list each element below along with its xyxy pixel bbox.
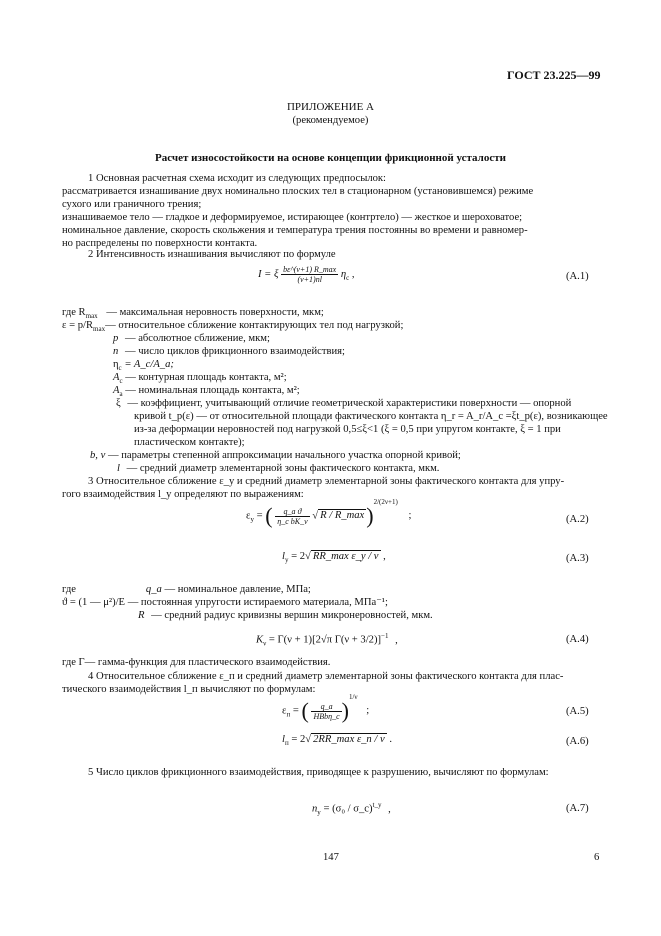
eq-a3-end: , xyxy=(383,551,386,562)
xi-line-1: кривой t_p(ε) — от относительной площади фактического контакта η_r = A_r/A_c =ξt_p(ε), возникающее xyxy=(134,411,608,422)
eq-a2-fraction xyxy=(275,507,309,526)
eq-a2-exp: 2/(2ν+1) xyxy=(373,497,398,506)
where1-sym-6: A xyxy=(113,385,120,396)
eq-a3-lhs: l xyxy=(282,551,285,562)
p1-line-2: рассматривается изнашивание двух номинально плоских тел в стационарном (установившемся) режиме xyxy=(62,186,534,197)
eq-a7-label: (А.7) xyxy=(566,803,589,814)
eq-a3-lhs-sub: y xyxy=(284,556,289,565)
where1-text-7: — коэффициент, учитывающий отличие геометрической характеристики поверхности — опорной xyxy=(127,398,572,409)
where1-text-1: — относительное сближение контактирующих тел под нагрузкой; xyxy=(105,320,404,331)
eq-a7-lhs: n xyxy=(312,803,318,815)
where1b-sym-0: b, ν xyxy=(90,450,106,461)
eq-a4-body: = Γ(ν + 1)[2√π Γ(ν + 3/2)] xyxy=(268,634,382,646)
equation-a6: $l_п = 2√$ 2RR_max ε_п / ν . xyxy=(282,734,392,748)
eq-a5-den: HBbη_c xyxy=(313,711,340,721)
equation-a7 xyxy=(312,801,391,817)
where1-text-2: — абсолютное сближение, мкм; xyxy=(124,333,270,344)
equation-a5: $\varepsilon_п$ = ( $\frac{q\_a}{\text{HBbη\_c}}$ )$^{1/\nu}$ ; xyxy=(282,692,370,723)
appendix-subtitle: (рекомендуемое) xyxy=(292,115,369,126)
p1-line-1: 1 Основная расчетная схема исходит из следующих предпосылок: xyxy=(88,173,387,184)
where1-sub-5: c xyxy=(119,377,123,386)
eq-a7-lhs-sub: y xyxy=(317,808,321,817)
where2-text-0: — номинальное давление, МПа; xyxy=(164,584,311,595)
eq-a1-label: (А.1) xyxy=(566,271,589,282)
equation-a3: $l_y = 2√$ RR_max ε_y / ν , xyxy=(282,551,386,565)
eq-a6-root: 2RR_max ε_п / ν xyxy=(313,734,385,745)
p1-line-3: сухого или граничного трения; xyxy=(62,199,202,210)
where1b-row-0 xyxy=(90,449,461,462)
eq-a5-lhs: ε xyxy=(282,705,287,717)
where1-text-0: — максимальная неровность поверхности, мкм; xyxy=(106,307,324,318)
eq-a5-fraction xyxy=(311,702,341,721)
where1-row-2 xyxy=(113,332,270,345)
eq-a6-label: (А.6) xyxy=(566,736,589,747)
eq-a5-lhs-sub: п xyxy=(286,710,291,719)
eq-a1-den: (ν+1)nl xyxy=(297,275,322,284)
where2-row-1 xyxy=(62,596,388,609)
eq-a7-exp: t_y xyxy=(372,801,382,809)
p4-line-2: тического взаимодействия l_п вычисляют по формулам: xyxy=(62,684,316,695)
where1-text-6: — номинальная площадь контакта, м²; xyxy=(125,385,300,396)
where1-sub-6: a xyxy=(119,390,123,399)
where1-sub-0: max xyxy=(85,312,98,321)
eq-a1-lhs: I = ξ xyxy=(258,268,279,280)
eq-a6-lhs: l xyxy=(282,734,285,745)
eq-a2-lhs: ε xyxy=(246,510,251,522)
doc-code: ГОСТ 23.225—99 xyxy=(507,68,601,82)
paragraph-4 xyxy=(62,670,563,696)
where1-sub-4: c xyxy=(118,364,122,373)
gamma-note: где Γ— гамма-функция для пластического взаимодействия. xyxy=(62,657,331,668)
where2-sym-0: где xyxy=(62,584,76,595)
paragraph-5: 5 Число циклов фрикционного взаимодействия, приводящее к разрушению, вычисляют по формулам: xyxy=(88,767,549,778)
p1-line-6: но распределены по поверхности контакта. xyxy=(62,238,258,249)
equation-a1 xyxy=(258,265,355,284)
eq-a6-body: = 2 xyxy=(291,734,306,745)
eq-a2-num: q_a ϑ xyxy=(275,507,309,517)
p1-line-5: номинальное давление, скорость скольжения и температура трения постоянны во времени и равномер- xyxy=(62,225,528,236)
where2-sym-1: ϑ = (1 — μ²)/E xyxy=(62,597,126,608)
eq-a5-exp: 1/ν xyxy=(348,692,358,701)
where1-text-4: = A_c/A_a; xyxy=(124,359,174,370)
p1-line-4: изнашиваемое тело — гладкое и деформируемое, истирающее (контртело) — жесткое и шероховатое; xyxy=(62,212,523,223)
where1b-row-1 xyxy=(117,462,439,475)
xi-continuation xyxy=(134,410,608,449)
eq-a1-tail-sub: c xyxy=(346,274,350,283)
eq-a5-label: (А.5) xyxy=(566,706,589,717)
p3-line-1: 3 Относительное сближение ε_y и средний диаметр элементарной зоны фактического контакта для упру- xyxy=(88,476,565,487)
where1-sym-7: ξ xyxy=(116,398,121,409)
eq-a3-label: (А.3) xyxy=(566,553,589,564)
eq-a4-label: (А.4) xyxy=(566,634,589,645)
paragraph-2: 2 Интенсивность изнашивания вычисляют по формуле xyxy=(88,249,336,260)
where1-sym-1: ε = p/R xyxy=(62,320,94,331)
where1-sym-4: η xyxy=(113,359,119,370)
paragraph-1 xyxy=(62,172,533,250)
eq-a2-end: ; xyxy=(408,510,412,522)
where2-row-2 xyxy=(138,609,433,622)
where1b-text-1: — средний диаметр элементарной зоны фактического контакта, мкм. xyxy=(126,463,440,474)
eq-a1-tail: η xyxy=(340,268,347,280)
eq-a2-root: R / R_max xyxy=(320,510,365,522)
where1b-sym-1: l xyxy=(117,463,120,474)
eq-a4-exp: −1 xyxy=(381,632,389,640)
eq-a1-num: bε^(ν+1) R_max xyxy=(283,265,337,274)
eq-a7-end: , xyxy=(388,803,391,815)
where1-sub-1: max xyxy=(93,325,106,334)
where1-row-3 xyxy=(113,345,345,358)
paragraph-3 xyxy=(62,475,564,501)
eq-a2-lhs-sub: y xyxy=(250,515,254,524)
eq-a6-end: . xyxy=(389,734,392,745)
eq-a1-end: , xyxy=(351,268,355,280)
eq-a3-body: = 2 xyxy=(291,551,306,562)
xi-line-3: пластическом контакте); xyxy=(134,437,245,448)
eq-a2-label: (А.2) xyxy=(566,514,589,525)
page-number-center: 147 xyxy=(323,852,339,863)
eq-a2-den: η_c bK_ν xyxy=(277,516,308,526)
equation-a2: $\varepsilon_y$ = ( $\frac{\text{q\_a ϑ}}{\text{η\_c bK\_ν}}$ √ R / R_max)$^{2/(2\nu+1)}$ ; xyxy=(246,497,412,528)
where2-text-2: — средний радиус кривизны вершин микронеровностей, мкм. xyxy=(151,610,433,621)
eq-a3-root: RR_max ε_y / ν xyxy=(312,551,379,562)
where2-sym-2: R xyxy=(138,610,145,621)
eq-a1-fraction xyxy=(281,265,338,284)
where1-sym-2: p xyxy=(113,333,119,344)
where1-sym-5: A xyxy=(113,372,120,383)
p3-line-2: гого взаимодействия l_y определяют по выражениям: xyxy=(62,489,304,500)
where2-sym2-0: q_a xyxy=(145,584,162,595)
where2-text-1: — постоянная упругости истираемого материала, МПа⁻¹; xyxy=(127,597,388,608)
eq-a5-end: ; xyxy=(366,705,370,717)
eq-a7-body: = (σ₀ / σ_c) xyxy=(323,803,373,815)
eq-a5-num: q_a xyxy=(311,702,341,712)
where1-row-7 xyxy=(116,397,571,410)
where1-text-3: — число циклов фрикционного взаимодействия; xyxy=(124,346,345,357)
eq-a6-lhs-sub: п xyxy=(284,739,289,748)
xi-line-2: из-за деформации неровностей под нагрузкой 0,5≤ξ<1 (ξ = 0,5 при упругом контакте, ξ = 1 при xyxy=(134,424,561,435)
page-number-right: 6 xyxy=(594,852,600,863)
eq-a4-lhs: K xyxy=(256,634,264,646)
appendix-title: ПРИЛОЖЕНИЕ А xyxy=(286,101,374,113)
p4-line-1: 4 Относительное сближение ε_п и средний диаметр элементарной зоны фактического контакта для плас- xyxy=(88,671,564,682)
where1-text-5: — контурная площадь контакта, м²; xyxy=(125,372,287,383)
where2-row-0 xyxy=(62,583,311,596)
section-title: Расчет износостойкости на основе концепции фрикционной усталости xyxy=(155,152,506,164)
equation-a4 xyxy=(256,632,398,648)
where1-sym-0: где R xyxy=(62,307,86,318)
where1-sym-3: n xyxy=(113,346,119,357)
eq-a4-lhs-sub: ν xyxy=(263,639,267,648)
eq-a4-end: , xyxy=(395,634,398,646)
where1b-text-0: — параметры степенной аппроксимации начального участка опорной кривой; xyxy=(107,450,461,461)
